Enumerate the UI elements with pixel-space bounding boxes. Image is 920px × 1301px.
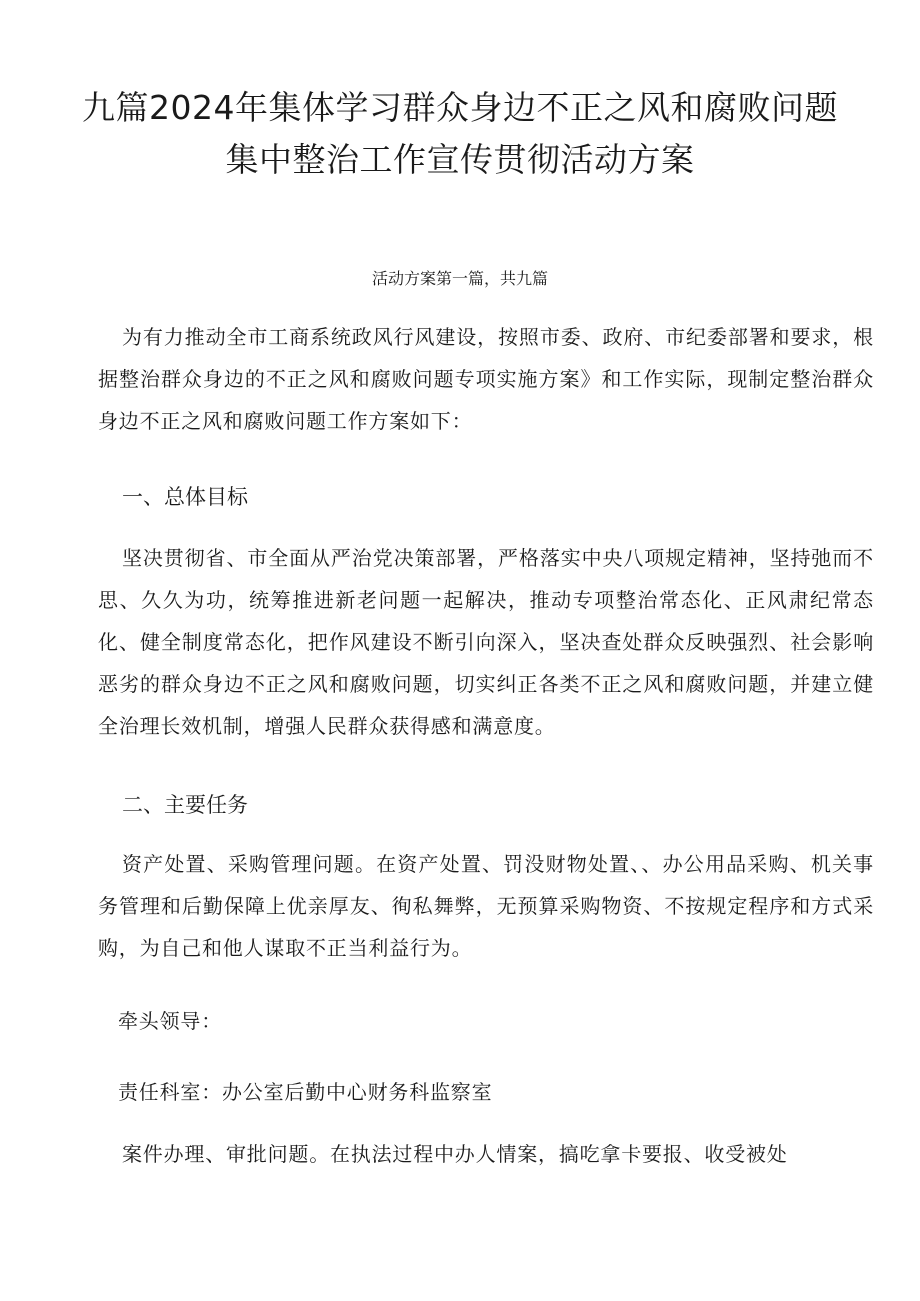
document-subtitle: 活动方案第一篇，共九篇 <box>371 269 548 288</box>
task1-paragraph: 资产处置、采购管理问题。在资产处置、罚没财物处置、、办公用品采购、机关事务管理和后勤保障上优亲厚友、徇私舞弊，无预算采购物资、不按规定程序和方式采购，为自己和他人谋取不正当利益行为。 <box>98 852 874 960</box>
title-line-1: 九篇2024年集体学习群众身边不正之风和腐败问题 <box>82 88 838 127</box>
document-title <box>60 82 860 186</box>
section-heading-2: 二、主要任务 <box>122 793 248 817</box>
task2-paragraph: 案件办理、审批问题。在执法过程中办人情案，搞吃拿卡要报、收受被处 <box>122 1142 788 1166</box>
task1-lead-leader: 牵头领导： <box>118 1009 222 1033</box>
section1-paragraph: 坚决贯彻省、市全面从严治党决策部署，严格落实中央八项规定精神，坚持弛而不思、久久为功，统筹推进新老问题一起解决，推动专项整治常态化、正风肃纪常态化、健全制度常态化，把作风建设不断引向深入，坚决查处群众反映强烈、社会影响恶劣的群众身边不正之风和腐败问题，切实纠正各类不正之风和腐败问题，并建立健全治理长效机制，增强人民群众获得感和满意度。 <box>98 546 874 738</box>
intro-paragraph: 为有力推动全市工商系统政风行风建设，按照市委、政府、市纪委部署和要求，根据整治群众身边的不正之风和腐败问题专项实施方案》和工作实际，现制定整治群众身边不正之风和腐败问题工作方案如下： <box>98 325 874 433</box>
section-heading-1: 一、总体目标 <box>122 485 248 509</box>
title-line-2: 集中整治工作宣传贯彻活动方案 <box>225 140 695 179</box>
task1-responsible-dept: 责任科室：办公室后勤中心财务科监察室 <box>118 1080 493 1104</box>
